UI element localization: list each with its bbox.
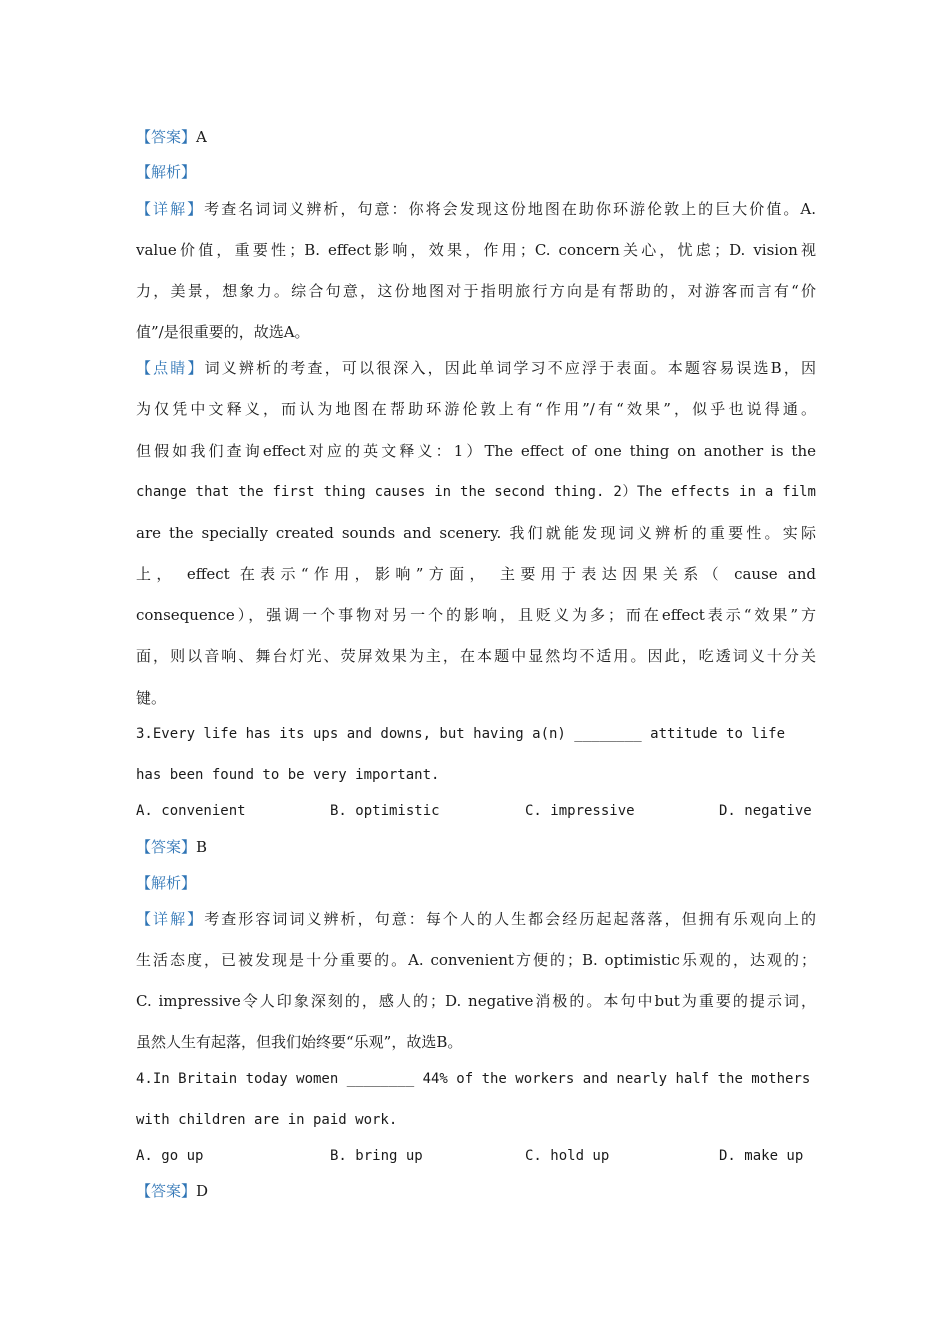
note-line: 【点睛】词义辨析的考查，可以很深入，因此单词学习不应浮于表面。本题容易误选B，因 — [136, 359, 816, 377]
answer-tag: 【答案】 — [136, 1182, 197, 1200]
answer-tag: 【答案】 — [136, 838, 197, 856]
question-stem-line: 3.Every life has its ups and downs, but having a(n) ________ attitude to life — [136, 726, 786, 742]
question-stem-line: has been found to be very important. — [136, 767, 440, 783]
answer-tag: 【答案】 — [136, 128, 197, 146]
option-a: A. convenient — [136, 803, 246, 819]
note-line: 键。 — [136, 689, 167, 707]
detail-line: 值”/是很重要的，故选A。 — [136, 323, 310, 341]
detail-line: 【详解】考查名词词义辨析，句意：你将会发现这份地图在助你环游伦敦上的巨大价值。A. — [136, 200, 816, 218]
note-line: are the specially created sounds and scenery. 我们就能发现词义辨析的重要性。实际 — [136, 524, 816, 542]
answer-line — [136, 1181, 816, 1201]
option-b: B. bring up — [330, 1148, 423, 1164]
answer-line — [136, 837, 816, 857]
analysis-tag: 【解析】 — [136, 874, 197, 892]
detail-line: 【详解】考查形容词词义辨析，句意：每个人的人生都会经历起起落落，但拥有乐观向上的 — [136, 910, 816, 928]
note-line: change that the first thing causes in the second thing. 2）The effects in a film — [136, 484, 816, 500]
detail-line: 虽然人生有起落，但我们始终要“乐观”，故选B。 — [136, 1033, 463, 1051]
answer-line — [136, 127, 816, 147]
note-line: 但假如我们查询effect对应的英文释义：1）The effect of one thing on another is the — [136, 442, 816, 460]
option-a: A. go up — [136, 1148, 204, 1164]
option-c: C. impressive — [525, 803, 635, 819]
option-c: C. hold up — [525, 1148, 610, 1164]
note-line: 上， effect 在表示“作用，影响”方面， 主要用于表达因果关系（ cause and — [136, 565, 816, 583]
detail-line: 力，美景，想象力。综合句意，这份地图对于指明旅行方向是有帮助的，对游客而言有“价 — [136, 282, 816, 300]
analysis-tag: 【解析】 — [136, 163, 197, 181]
answer-value: D — [196, 1182, 209, 1200]
note-line: 面，则以音响、舞台灯光、荧屏效果为主，在本题中显然均不适用。因此，吃透词义十分关 — [136, 647, 816, 665]
option-d: D. negative — [719, 803, 812, 819]
detail-line: value价值，重要性；B. effect影响，效果，作用；C. concern关心，忧虑；D. vision视 — [136, 241, 816, 259]
answer-value: B — [196, 838, 208, 856]
note-line: 为仅凭中文释义，而认为地图在帮助环游伦敦上有“作用”/有“效果”，似乎也说得通。 — [136, 400, 816, 418]
section-tag: 【详解】 — [136, 200, 205, 218]
option-b: B. optimistic — [330, 803, 440, 819]
detail-line: 生活态度，已被发现是十分重要的。A. convenient方便的；B. optimistic乐观的，达观的； — [136, 951, 816, 969]
answer-value: A — [196, 128, 207, 146]
section-tag: 【点睛】 — [136, 359, 205, 377]
question-stem-line: 4.In Britain today women ________ 44% of the workers and nearly half the mothers — [136, 1071, 811, 1087]
note-line: consequence），强调一个事物对另一个的影响，且贬义为多；而在effect表示“效果”方 — [136, 606, 816, 624]
question-stem-line: with children are in paid work. — [136, 1112, 398, 1128]
section-tag: 【详解】 — [136, 910, 205, 928]
option-d: D. make up — [719, 1148, 804, 1164]
detail-line: C. impressive令人印象深刻的，感人的；D. negative消极的。本句中but为重要的提示词， — [136, 992, 816, 1010]
